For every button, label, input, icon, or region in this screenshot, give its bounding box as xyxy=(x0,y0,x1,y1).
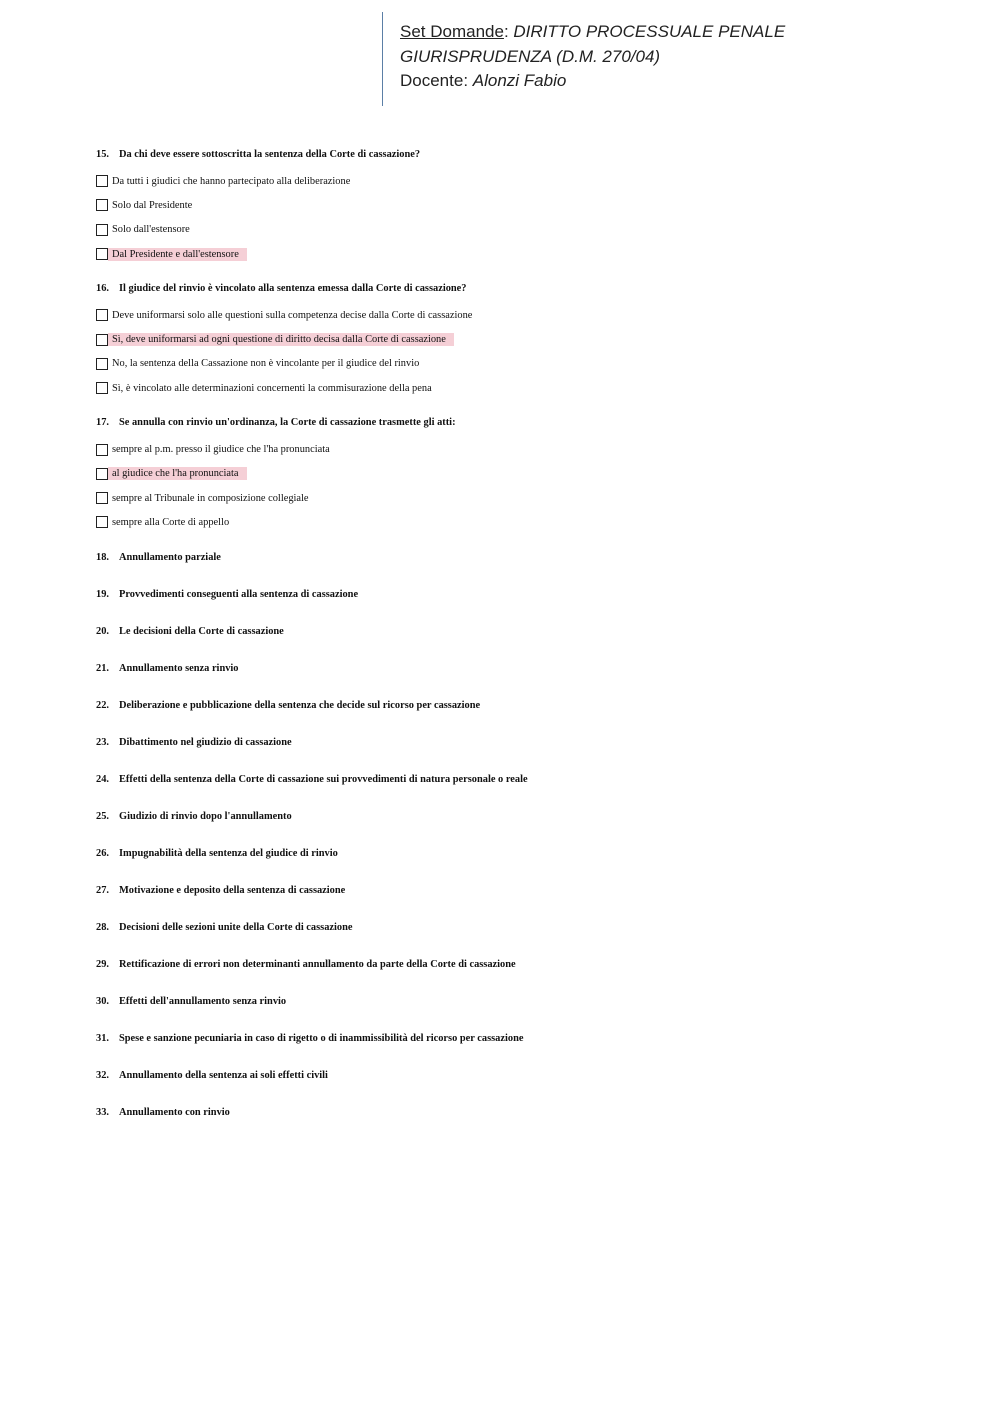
question-spacer xyxy=(96,535,956,548)
answer-label: Solo dall'estensore xyxy=(112,224,190,236)
question-text: Le decisioni della Corte di cassazione xyxy=(119,625,284,637)
checkbox[interactable] xyxy=(96,334,108,346)
checkbox[interactable] xyxy=(96,175,108,187)
answer-option xyxy=(96,437,956,461)
question-number: 16. xyxy=(96,283,109,295)
question-title xyxy=(96,733,956,753)
answer-label: al giudice che l'ha pronunciata xyxy=(108,467,247,480)
question-number: 26. xyxy=(96,847,109,859)
question-title xyxy=(96,413,956,433)
checkbox[interactable] xyxy=(96,444,108,456)
question-number: 27. xyxy=(96,884,109,896)
question-21 xyxy=(96,659,956,696)
question-number: 21. xyxy=(96,662,109,674)
answer-options xyxy=(96,303,956,400)
checkbox[interactable] xyxy=(96,309,108,321)
question-15 xyxy=(96,145,956,279)
question-title xyxy=(96,622,956,642)
question-text: Spese e sanzione pecuniaria in caso di rigetto o di inammissibilità del ricorso per cassazione xyxy=(119,1032,524,1044)
set-label: Set Domande xyxy=(400,22,504,41)
answer-label: sempre al Tribunale in composizione collegiale xyxy=(112,492,309,504)
question-title xyxy=(96,770,956,790)
question-text: Rettificazione di errori non determinanti annullamento da parte della Corte di cassazione xyxy=(119,958,516,970)
answer-label: sempre al p.m. presso il giudice che l'ha pronunciata xyxy=(112,444,330,456)
question-25 xyxy=(96,807,956,844)
question-title xyxy=(96,696,956,716)
course-title-part2: GIURISPRUDENZA (D.M. 270/04) xyxy=(400,46,661,66)
answer-label: sempre alla Corte di appello xyxy=(112,516,230,528)
question-text: Annullamento della sentenza ai soli effetti civili xyxy=(119,1069,328,1081)
answer-label: No, la sentenza della Cassazione non è vincolante per il giudice del rinvio xyxy=(112,358,420,370)
question-title xyxy=(96,918,956,938)
question-20 xyxy=(96,622,956,659)
header-course-line xyxy=(400,20,942,45)
answer-option xyxy=(96,352,956,376)
answer-label: Deve uniformarsi solo alle questioni sulla competenza decise dalla Corte di cassazione xyxy=(112,309,473,321)
question-title xyxy=(96,955,956,975)
question-30 xyxy=(96,992,956,1029)
question-number: 29. xyxy=(96,958,109,970)
answer-label: Sì, deve uniformarsi ad ogni questione di diritto decisa dalla Corte di cassazione xyxy=(108,333,454,346)
question-spacer xyxy=(96,400,956,413)
answer-label: Dal Presidente e dall'estensore xyxy=(108,248,247,261)
answer-option xyxy=(96,169,956,193)
question-number: 23. xyxy=(96,736,109,748)
checkbox[interactable] xyxy=(96,492,108,504)
document-header xyxy=(382,12,942,106)
question-number: 17. xyxy=(96,417,109,429)
question-number: 18. xyxy=(96,551,109,563)
question-text: Da chi deve essere sottoscritta la sentenza della Corte di cassazione? xyxy=(119,149,421,160)
question-29 xyxy=(96,955,956,992)
header-teacher-line xyxy=(400,69,942,94)
question-number: 33. xyxy=(96,1106,109,1118)
question-text: Il giudice del rinvio è vincolato alla sentenza emessa dalla Corte di cassazione? xyxy=(119,283,467,295)
question-text: Se annulla con rinvio un'ordinanza, la Corte di cassazione trasmette gli atti: xyxy=(119,417,456,429)
question-number: 28. xyxy=(96,921,109,933)
question-text: Impugnabilità della sentenza del giudice di rinvio xyxy=(119,847,338,859)
question-text: Giudizio di rinvio dopo l'annullamento xyxy=(119,810,292,822)
question-19 xyxy=(96,585,956,622)
question-16 xyxy=(96,279,956,413)
question-text: Motivazione e deposito della sentenza di cassazione xyxy=(119,884,346,896)
answer-option xyxy=(96,218,956,242)
header-course-line-2 xyxy=(400,45,942,70)
question-number: 19. xyxy=(96,588,109,600)
questions-list xyxy=(96,145,956,1140)
question-title xyxy=(96,659,956,679)
question-number: 20. xyxy=(96,625,109,637)
answer-option-correct xyxy=(96,462,956,486)
question-31 xyxy=(96,1029,956,1066)
answer-option xyxy=(96,193,956,217)
question-text: Deliberazione e pubblicazione della sentenza che decide sul ricorso per cassazione xyxy=(119,699,481,711)
question-number: 31. xyxy=(96,1032,109,1044)
question-number: 25. xyxy=(96,810,109,822)
checkbox[interactable] xyxy=(96,516,108,528)
answer-option xyxy=(96,486,956,510)
set-label-colon: : xyxy=(503,22,514,41)
checkbox[interactable] xyxy=(96,382,108,394)
answer-option xyxy=(96,376,956,400)
teacher-name: Alonzi Fabio xyxy=(472,71,567,90)
question-title xyxy=(96,844,956,864)
checkbox[interactable] xyxy=(96,224,108,236)
question-text: Decisioni delle sezioni unite della Corte di cassazione xyxy=(119,921,353,933)
question-spacer xyxy=(96,266,956,279)
question-33 xyxy=(96,1103,956,1140)
answer-label: Sì, è vincolato alle determinazioni concernenti la commisurazione della pena xyxy=(112,382,432,394)
question-title xyxy=(96,992,956,1012)
question-27 xyxy=(96,881,956,918)
course-title-part1: DIRITTO PROCESSUALE PENALE xyxy=(513,22,786,41)
question-18 xyxy=(96,548,956,585)
question-text: Effetti dell'annullamento senza rinvio xyxy=(119,995,287,1007)
question-title xyxy=(96,548,956,568)
question-text: Annullamento senza rinvio xyxy=(119,662,239,674)
question-title xyxy=(96,1066,956,1086)
answer-option xyxy=(96,303,956,327)
question-title xyxy=(96,1029,956,1049)
teacher-label: Docente: xyxy=(400,71,473,90)
answer-options xyxy=(96,169,956,266)
question-22 xyxy=(96,696,956,733)
checkbox[interactable] xyxy=(96,248,108,260)
question-32 xyxy=(96,1066,956,1103)
question-number: 22. xyxy=(96,699,109,711)
question-title xyxy=(96,881,956,901)
question-24 xyxy=(96,770,956,807)
question-text: Annullamento con rinvio xyxy=(119,1106,230,1118)
answer-label: Solo dal Presidente xyxy=(112,199,193,211)
question-28 xyxy=(96,918,956,955)
answer-option xyxy=(96,510,956,534)
question-title xyxy=(96,1103,956,1123)
question-title xyxy=(96,145,956,165)
question-23 xyxy=(96,733,956,770)
question-text: Effetti della sentenza della Corte di cassazione sui provvedimenti di natura personale o reale xyxy=(119,773,528,785)
question-text: Dibattimento nel giudizio di cassazione xyxy=(119,736,292,748)
answer-option-correct xyxy=(96,242,956,266)
answer-label: Da tutti i giudici che hanno partecipato alla deliberazione xyxy=(112,175,351,187)
question-text: Annullamento parziale xyxy=(119,551,221,563)
answer-option-correct xyxy=(96,327,956,351)
question-26 xyxy=(96,844,956,881)
question-number: 30. xyxy=(96,995,109,1007)
question-title xyxy=(96,279,956,299)
question-number: 15. xyxy=(96,149,109,160)
question-text: Provvedimenti conseguenti alla sentenza di cassazione xyxy=(119,588,359,600)
checkbox[interactable] xyxy=(96,199,108,211)
checkbox[interactable] xyxy=(96,468,108,480)
question-title xyxy=(96,585,956,605)
question-number: 24. xyxy=(96,773,109,785)
answer-options xyxy=(96,437,956,534)
question-number: 32. xyxy=(96,1069,109,1081)
checkbox[interactable] xyxy=(96,358,108,370)
question-17 xyxy=(96,413,956,547)
question-title xyxy=(96,807,956,827)
